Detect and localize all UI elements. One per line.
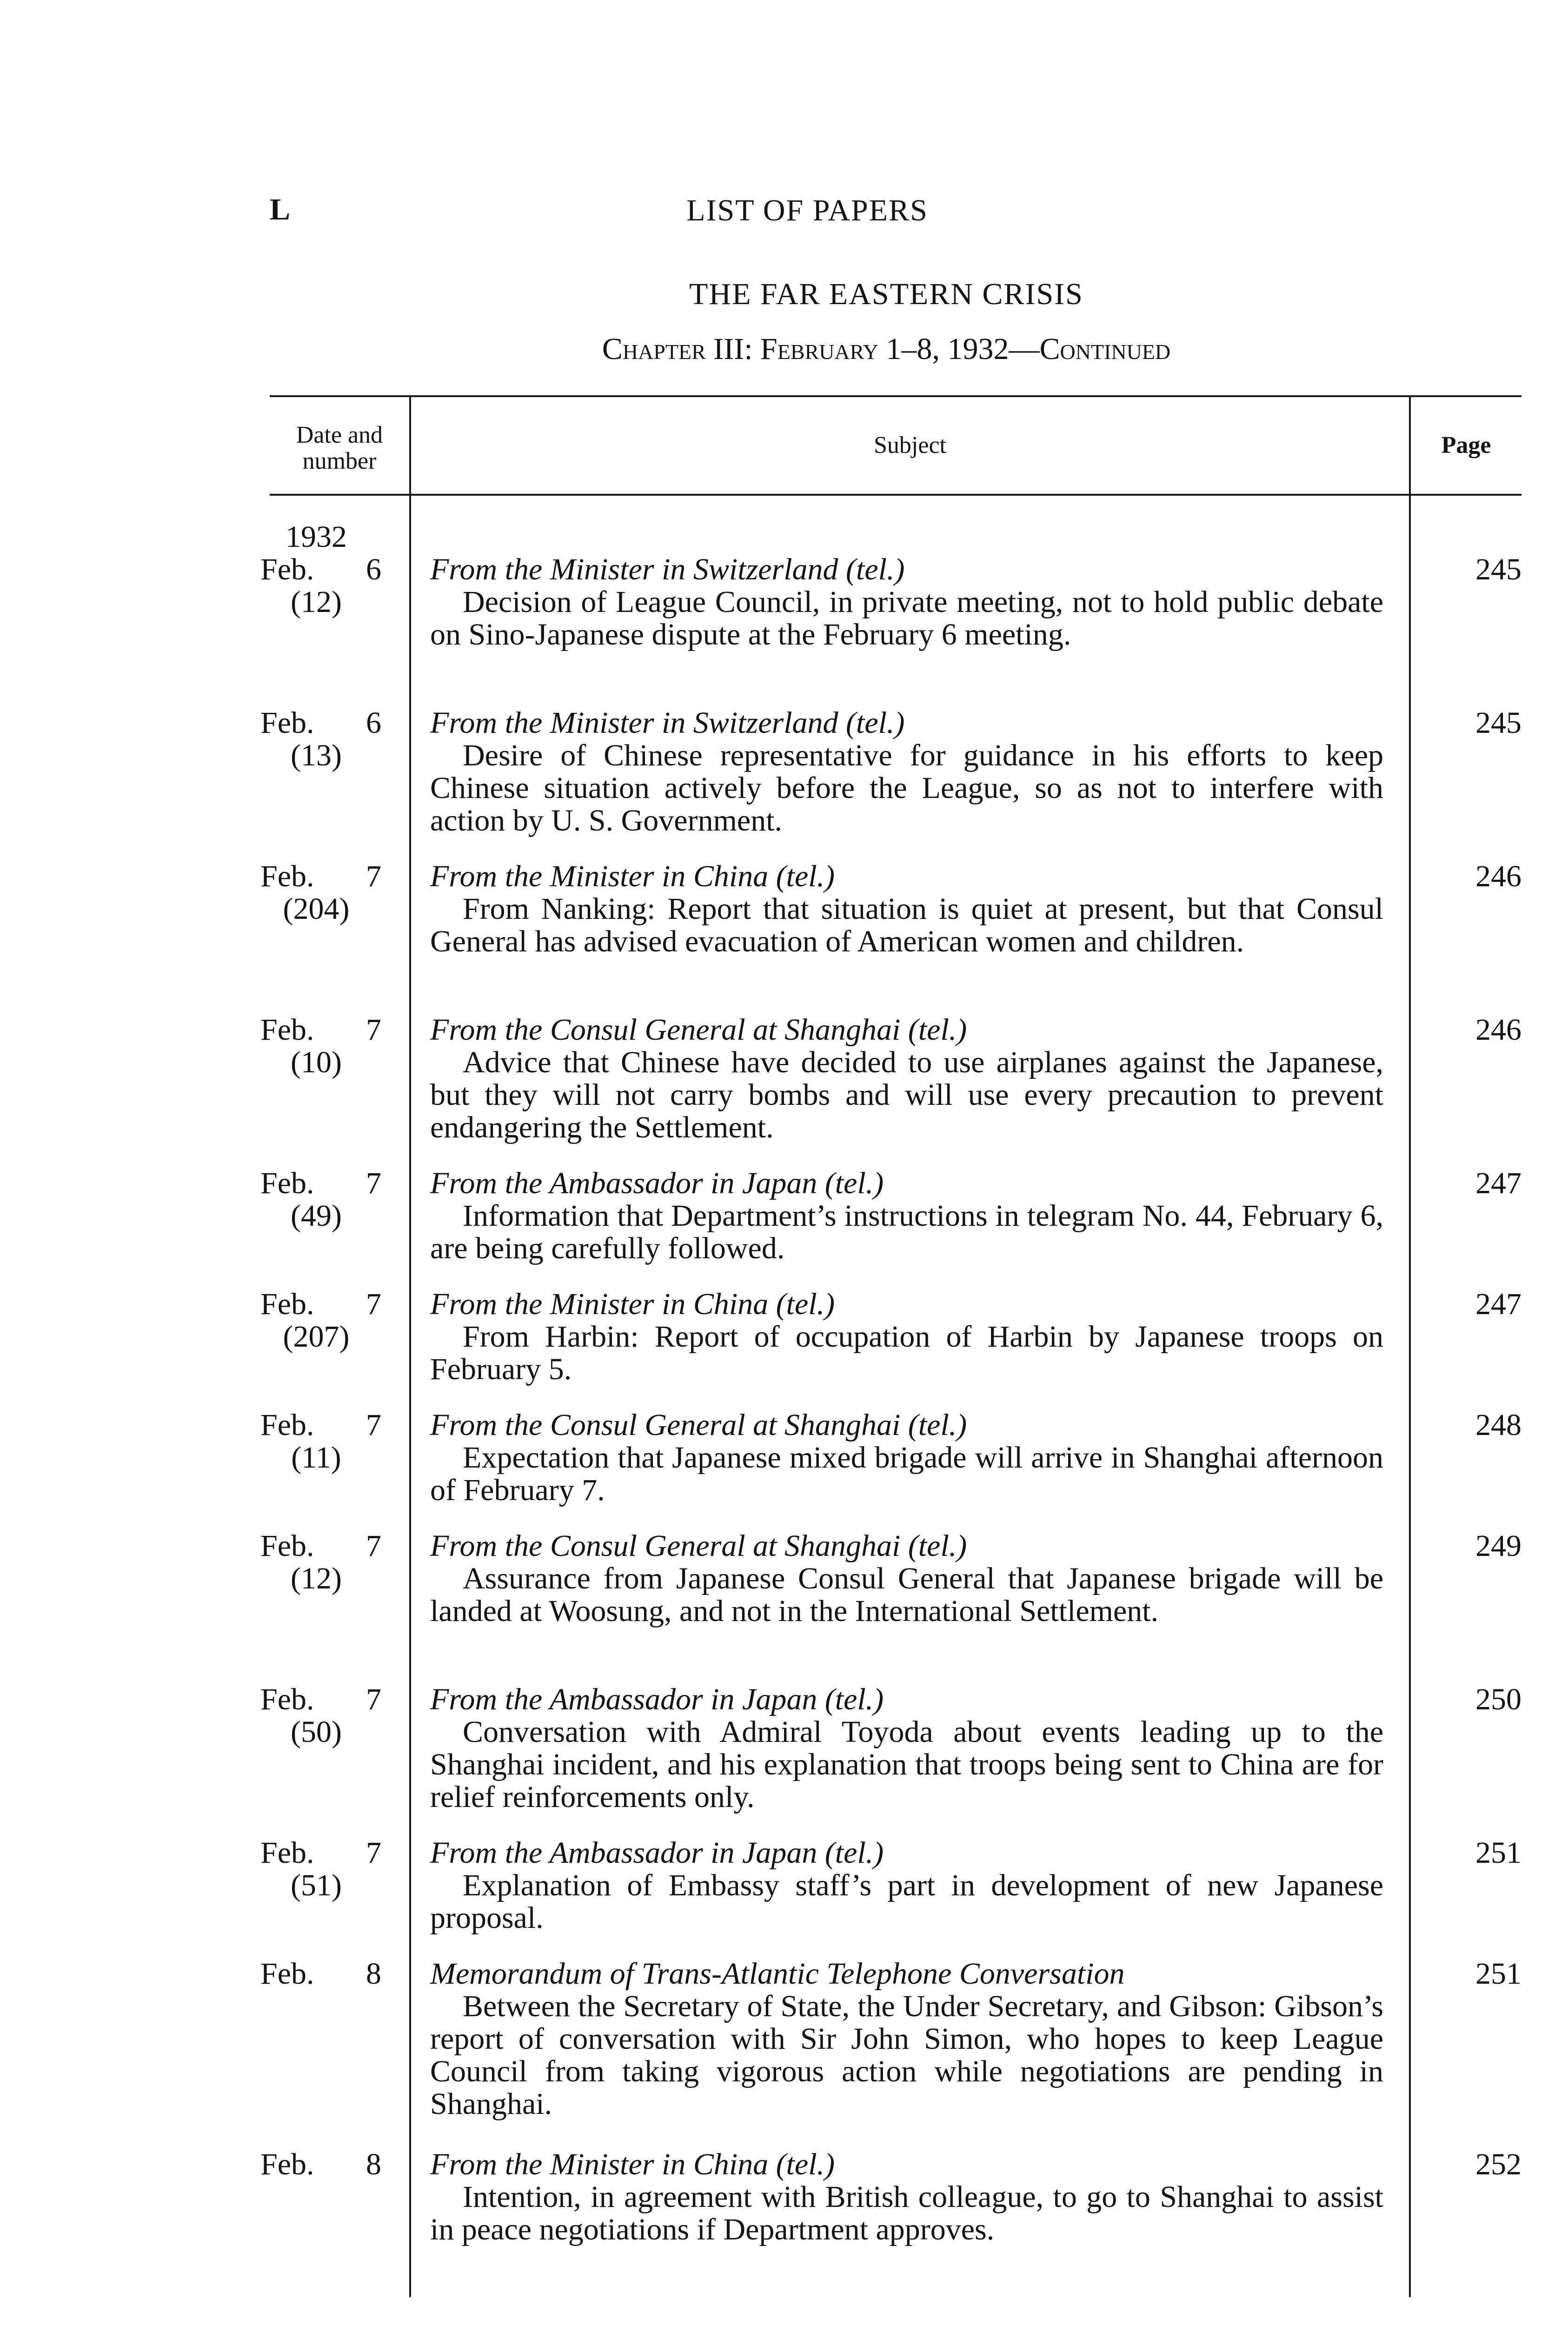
entry-number: (12) <box>291 1561 342 1595</box>
entry-subject <box>430 2148 1383 2246</box>
entry-page: 250 <box>1475 1682 1521 1716</box>
entry-source: From the Consul General at Shanghai (tel.) <box>430 1013 967 1047</box>
entry-number: (204) <box>283 892 350 926</box>
entry-day: 6 <box>366 552 381 586</box>
entry-description: Advice that Chinese have decided to use airplanes against the Japanese, but they will not carry bombs and will use every precaution to prevent endangering the Settlement. <box>430 1045 1383 1144</box>
entry-number: (10) <box>291 1045 342 1079</box>
entry-subject <box>430 1288 1383 1386</box>
entry-month: Feb. <box>260 1013 314 1047</box>
entry-day: 7 <box>366 1013 381 1047</box>
entry-month: Feb. <box>260 1408 314 1442</box>
entry-page: 248 <box>1475 1408 1521 1442</box>
entry-month: Feb. <box>260 2147 314 2181</box>
entry-description: Assurance from Japanese Consul General that Japanese brigade will be landed at Woosung, and not in the International Settlement. <box>430 1561 1383 1628</box>
section-title <box>0 279 1568 310</box>
entry-number: (207) <box>283 1320 350 1354</box>
year-label: 1932 <box>286 520 347 554</box>
entry-description: From Nanking: Report that situation is quiet at present, but that Consul General has advised evacuation of American women and children. <box>430 892 1383 958</box>
entry-page: 251 <box>1475 1957 1521 1991</box>
entry-source: From the Minister in China (tel.) <box>430 859 835 893</box>
section-title-text: THE FAR EASTERN CRISIS <box>689 277 1083 311</box>
entry-subject <box>430 860 1383 958</box>
entry-month: Feb. <box>260 1166 314 1200</box>
entry-description: Decision of League Council, in private meeting, not to hold public debate on Sino-Japanese dispute at the February 6 meeting. <box>430 585 1383 651</box>
entry-day: 7 <box>366 1408 381 1442</box>
entry-number: (51) <box>291 1868 342 1902</box>
entry-page: 246 <box>1475 1013 1521 1047</box>
entry-subject <box>430 1167 1383 1265</box>
entry-page: 251 <box>1475 1836 1521 1870</box>
table-top-rule <box>270 395 1521 397</box>
entry-page: 249 <box>1475 1529 1521 1563</box>
entry-date <box>260 860 391 925</box>
entry-description: Explanation of Embassy staff’s part in development of new Japanese proposal. <box>430 1868 1383 1935</box>
entry-subject <box>430 1958 1383 2120</box>
entry-page: 246 <box>1475 859 1521 893</box>
entry-source: From the Minister in Switzerland (tel.) <box>430 552 905 586</box>
entry-date <box>260 1409 391 1474</box>
entry-source: Memorandum of Trans-Atlantic Telephone Conversation <box>430 1957 1125 1991</box>
entry-description: Conversation with Admiral Toyoda about events leading up to the Shanghai incident, and his explanation that troops being sent to China are for relief reinforcements only. <box>430 1715 1383 1814</box>
entry-subject <box>430 1530 1383 1628</box>
entry-day: 7 <box>366 859 381 893</box>
entry-description: From Harbin: Report of occupation of Harbin by Japanese troops on February 5. <box>430 1320 1383 1386</box>
entry-number: (11) <box>291 1441 341 1475</box>
entry-description: Desire of Chinese representative for guidance in his efforts to keep Chinese situation actively before the League, so as not to interfere with action by U. S. Government. <box>430 738 1383 837</box>
entry-subject <box>430 553 1383 651</box>
entry-subject <box>430 1014 1383 1144</box>
entry-date <box>260 553 391 618</box>
entry-subject <box>430 707 1383 837</box>
entry-source: From the Consul General at Shanghai (tel.) <box>430 1408 967 1442</box>
entry-number: (50) <box>291 1715 342 1749</box>
entry-date <box>260 1014 391 1079</box>
entry-day: 8 <box>366 1957 381 1991</box>
entry-source: From the Ambassador in Japan (tel.) <box>430 1166 884 1200</box>
entry-month: Feb. <box>260 552 314 586</box>
entry-description: Between the Secretary of State, the Under Secretary, and Gibson: Gibson’s report of conversation with Sir John Simon, who hopes to keep League Council from taking vigorous action while negotiations are pending in Shanghai. <box>430 1989 1383 2121</box>
entry-source: From the Ambassador in Japan (tel.) <box>430 1682 884 1716</box>
entry-day: 8 <box>366 2147 381 2181</box>
entry-month: Feb. <box>260 1682 314 1716</box>
entry-page: 252 <box>1475 2147 1521 2181</box>
entry-source: From the Minister in Switzerland (tel.) <box>430 706 905 740</box>
entry-date <box>260 1837 391 1902</box>
entry-day: 6 <box>366 706 381 740</box>
entry-number: (13) <box>291 738 342 772</box>
entry-month: Feb. <box>260 1836 314 1870</box>
entry-day: 7 <box>366 1166 381 1200</box>
table-column-divider-page <box>1409 395 1411 2297</box>
entry-date <box>260 1288 391 1353</box>
entry-page: 245 <box>1475 706 1521 740</box>
entry-day: 7 <box>366 1287 381 1321</box>
entry-date <box>260 1530 391 1595</box>
entry-source: From the Ambassador in Japan (tel.) <box>430 1836 884 1870</box>
entry-date <box>260 1167 391 1232</box>
entry-source: From the Consul General at Shanghai (tel.) <box>430 1529 967 1563</box>
entry-month: Feb. <box>260 1529 314 1563</box>
entry-subject <box>430 1683 1383 1814</box>
running-title <box>0 195 1568 226</box>
entry-source: From the Minister in China (tel.) <box>430 2147 835 2181</box>
entry-description: Information that Department’s instructions in telegram No. 44, February 6, are being carefully followed. <box>430 1199 1383 1265</box>
running-title-text: LIST OF PAPERS <box>686 193 928 227</box>
entry-date <box>260 1683 391 1748</box>
entry-date <box>260 707 391 772</box>
entry-page: 245 <box>1475 552 1521 586</box>
entry-subject <box>430 1409 1383 1507</box>
table-column-divider-date <box>409 395 411 2297</box>
entry-date <box>260 2148 391 2181</box>
entry-day: 7 <box>366 1836 381 1870</box>
entry-subject <box>430 1837 1383 1934</box>
entry-date <box>260 1958 391 1990</box>
entry-number: (49) <box>291 1199 342 1233</box>
entry-number: (12) <box>291 585 342 619</box>
entry-month: Feb. <box>260 706 314 740</box>
entry-day: 7 <box>366 1529 381 1563</box>
entry-description: Intention, in agreement with British colleague, to go to Shanghai to assist in peace negotiations if Department approves. <box>430 2180 1383 2246</box>
column-header-page: Page <box>1441 432 1491 458</box>
entry-day: 7 <box>366 1682 381 1716</box>
entry-month: Feb. <box>260 1287 314 1321</box>
chapter-title-text: Chapter III: February 1–8, 1932—Continued <box>602 332 1171 366</box>
table-header-rule <box>270 494 1521 496</box>
chapter-title <box>0 334 1568 365</box>
entry-page: 247 <box>1475 1287 1521 1321</box>
entry-description: Expectation that Japanese mixed brigade will arrive in Shanghai afternoon of February 7. <box>430 1441 1383 1507</box>
page-number: L <box>270 193 291 226</box>
entry-page: 247 <box>1475 1166 1521 1200</box>
entry-source: From the Minister in China (tel.) <box>430 1287 835 1321</box>
column-header-subject: Subject <box>874 432 946 458</box>
column-header-date: Date and number <box>296 422 383 474</box>
entry-month: Feb. <box>260 859 314 893</box>
entry-month: Feb. <box>260 1957 314 1991</box>
